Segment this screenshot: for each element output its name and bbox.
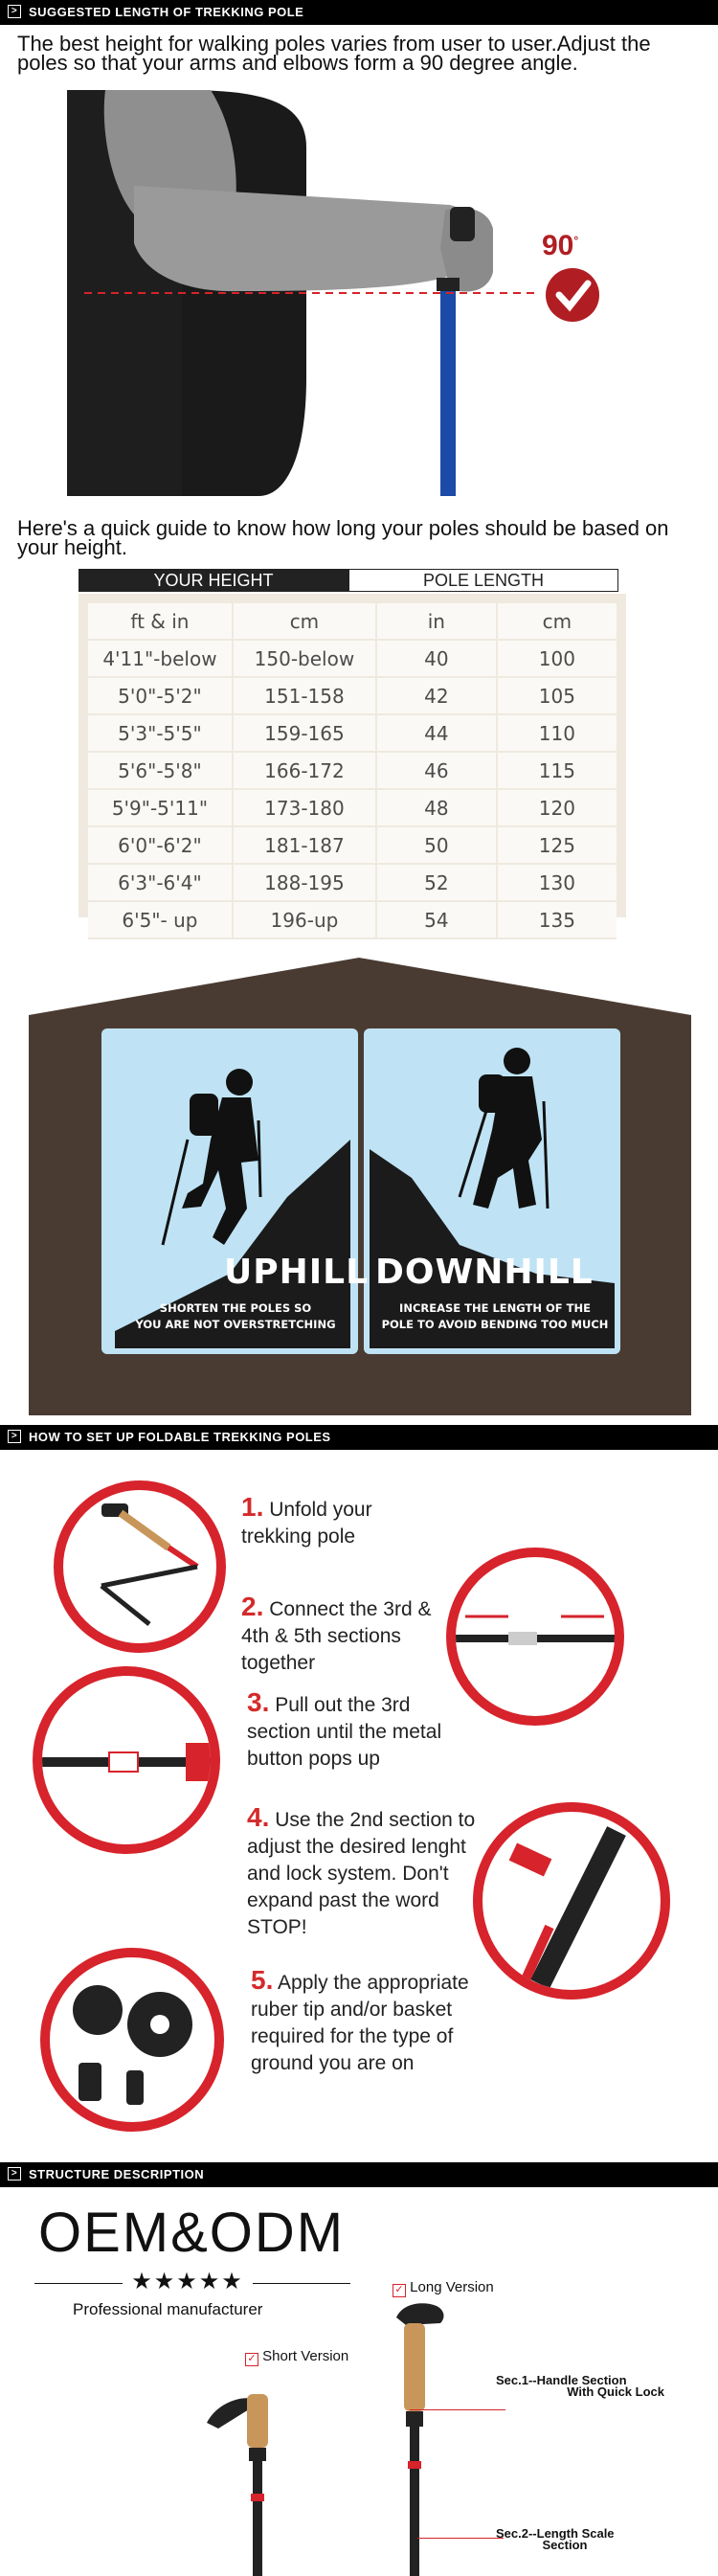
step4-image-lock: [473, 1802, 670, 2000]
table-cell: 54: [377, 902, 498, 939]
step-3: 3. Pull out the 3rd section until the metal button pops up: [247, 1687, 442, 1770]
table-cell: 6'5"- up: [88, 902, 234, 939]
table-row: [88, 902, 617, 939]
long-pole-image: [383, 2298, 460, 2576]
table-cell: 135: [498, 902, 617, 939]
table-column-header-row: [88, 603, 617, 641]
table-cell: 100: [498, 641, 617, 678]
callout-line: [410, 2409, 505, 2410]
intro-text-angle: The best height for walking poles varies from user to user.Adjust the poles so that your arms and elbows form a 90 degree angle.: [17, 32, 651, 75]
table-cell: 5'0"-5'2": [88, 678, 234, 715]
table-cell: 125: [498, 827, 617, 865]
downhill-caption: INCREASE THE LENGTH OF THE POLE TO AVOID BENDING TOO MUCH: [381, 1301, 609, 1331]
step5-image-tips-baskets: [40, 1948, 224, 2132]
step1-image-unfolded-pole: [54, 1480, 226, 1653]
column-header: cm: [498, 603, 617, 641]
angle-label: 90°: [542, 230, 579, 261]
downhill-title: DOWNHILL: [375, 1253, 594, 1292]
column-header: cm: [234, 603, 377, 641]
table-cell: 6'3"-6'4": [88, 865, 234, 902]
step2-image-connect: [446, 1548, 624, 1726]
brand-title: OEM&ODM: [38, 2202, 346, 2264]
short-version-label: ✓ Short Version: [245, 2348, 348, 2366]
table-cell: 188-195: [234, 865, 377, 902]
table-cell: 173-180: [234, 790, 377, 827]
column-header: ft & in: [88, 603, 234, 641]
table-cell: 150-below: [234, 641, 377, 678]
table-row: [88, 827, 617, 865]
table-cell: 110: [498, 715, 617, 753]
step-5: 5. Apply the appropriate ruber tip and/or basket required for the type of ground you are on: [251, 1965, 469, 2074]
table-cell: 115: [498, 753, 617, 790]
table-header-your-height: YOUR HEIGHT: [79, 569, 348, 592]
sec2-label: Sec.2--Length Scale Section: [496, 2526, 615, 2552]
table-row: [88, 678, 617, 715]
table-row: [88, 790, 617, 827]
table-cell: 159-165: [234, 715, 377, 753]
rating-stars: ★★★★★: [123, 2268, 253, 2295]
table-row: [88, 753, 617, 790]
uphill-caption: SHORTEN THE POLES SO YOU ARE NOT OVERSTRETCHING: [135, 1301, 336, 1331]
table-cell: 4'11"-below: [88, 641, 234, 678]
table-cell: 5'3"-5'5": [88, 715, 234, 753]
table-cell: 5'9"-5'11": [88, 790, 234, 827]
check-box-icon: ✓: [245, 2353, 258, 2366]
table-cell: 105: [498, 678, 617, 715]
table-cell: 166-172: [234, 753, 377, 790]
check-box-icon: ✓: [393, 2284, 406, 2297]
table-cell: 44: [377, 715, 498, 753]
table-cell: 40: [377, 641, 498, 678]
column-header: in: [377, 603, 498, 641]
step-2: 2. Connect the 3rd & 4th & 5th sections together: [241, 1592, 432, 1674]
step-1: 1. Unfold your trekking pole: [241, 1492, 372, 1548]
uphill-title: UPHILL: [224, 1253, 370, 1292]
callout-line: [417, 2538, 504, 2539]
table-cell: 181-187: [234, 827, 377, 865]
chevron-right-icon: >: [8, 1430, 21, 1443]
table-cell: 48: [377, 790, 498, 827]
table-cell: 151-158: [234, 678, 377, 715]
table-cell: 130: [498, 865, 617, 902]
table-cell: 6'0"-6'2": [88, 827, 234, 865]
section-bar-setup: > HOW TO SET UP FOLDABLE TREKKING POLES: [0, 1425, 718, 1450]
chevron-right-icon: >: [8, 2167, 21, 2181]
height-table: [79, 594, 626, 932]
intro-text-guide: Here's a quick guide to know how long your poles should be based on your height.: [17, 516, 669, 559]
table-row: [88, 715, 617, 753]
table-cell: 120: [498, 790, 617, 827]
height-table-grid: [88, 603, 617, 939]
table-cell: 196-up: [234, 902, 377, 939]
table-row: [88, 865, 617, 902]
short-pole-image: [199, 2381, 304, 2576]
table-header-pole-length: POLE LENGTH: [348, 569, 618, 592]
long-version-label: ✓ Long Version: [393, 2279, 494, 2297]
table-cell: 5'6"-5'8": [88, 753, 234, 790]
table-cell: 52: [377, 865, 498, 902]
section-bar-structure: > STRUCTURE DESCRIPTION: [0, 2162, 718, 2187]
table-cell: 42: [377, 678, 498, 715]
arm-angle-illustration: [67, 90, 603, 496]
sec1-label: Sec.1--Handle Section With Quick Lock: [496, 2373, 664, 2399]
chevron-right-icon: >: [8, 5, 21, 18]
step-4: 4. Use the 2nd section to adjust the desired lenght and lock system. Don't expand past the word STOP!: [247, 1802, 476, 1938]
table-row: [88, 641, 617, 678]
table-cell: 50: [377, 827, 498, 865]
table-cell: 46: [377, 753, 498, 790]
section-bar-suggested-length: > SUGGESTED LENGTH OF TREKKING POLE: [0, 0, 718, 25]
uphill-downhill-illustration: [0, 958, 718, 1415]
tagline: Professional manufacturer: [73, 2300, 263, 2318]
step3-image-pull-out: [33, 1666, 220, 1854]
